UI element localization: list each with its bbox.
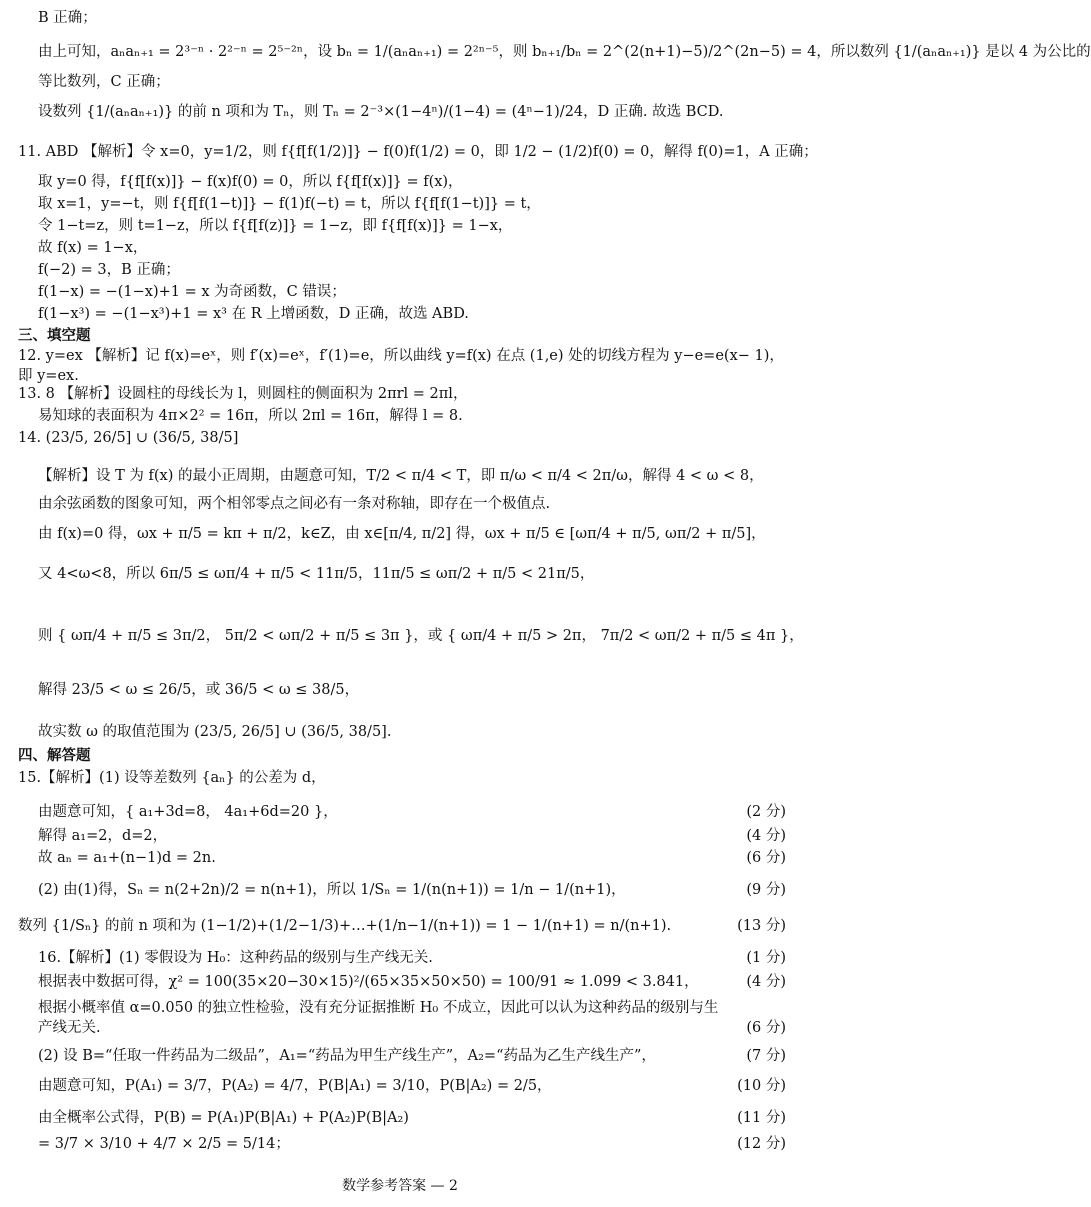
- line-text: 由余弦函数的图象可知，两个相邻零点之间必有一条对称轴，即存在一个极值点.: [38, 496, 551, 512]
- line-text: 由 f(x)=0 得，ωx + π/5 = kπ + π/2，k∈Z，由 x∈[π/4, π/2] 得，ωx + π/5 ∈ [ωπ/4 + π/5, ωπ/2 + π/5]，: [38, 526, 766, 542]
- answer-line: [0, 346, 800, 386]
- line-text: 由上可知，aₙaₙ₊₁ = 2³⁻ⁿ · 2²⁻ⁿ = 2⁵⁻²ⁿ，设 bₙ = 1/(aₙaₙ₊₁) = 2²ⁿ⁻⁵，则 bₙ₊₁/bₙ = 2^(2(n+1)−5)/2^(2n−5) = 4，所以数列 {1/(aₙaₙ₊₁)} 是以 4 为公比的: [38, 44, 1091, 60]
- answer-line: [0, 466, 800, 486]
- line-text: 取 x=1，y=−t，则 f{f[f(1−t)]} − f(1)f(−t) = t，所以 f{f[f(1−t)]} = t，: [38, 196, 541, 212]
- score-mark: (13 分): [737, 918, 786, 934]
- line-text: 由题意可知，P(A₁) = 3/7，P(A₂) = 4/7，P(B|A₁) = 3/10，P(B|A₂) = 2/5，: [38, 1078, 552, 1094]
- line-text: 取 y=0 得，f{f[f(x)]} − f(x)f(0) = 0，所以 f{f[f(x)]} = f(x)，: [38, 174, 463, 190]
- answer-line: [0, 8, 800, 28]
- answer-line: [0, 102, 800, 122]
- answer-line: [0, 194, 800, 214]
- line-text: 四、解答题: [18, 747, 91, 764]
- answer-line: [0, 998, 800, 1038]
- score-mark: (11 分): [737, 1110, 786, 1126]
- answer-line: [0, 42, 1091, 62]
- answer-line: [0, 524, 800, 544]
- answer-line: [0, 722, 800, 742]
- line-text: 根据小概率值 α=0.050 的独立性检验，没有充分证据推断 H₀ 不成立，因此可以认为这种药品的级别与生产线无关.: [38, 1000, 719, 1036]
- line-text: (2) 设 B=“任取一件药品为二级品”，A₁=“药品为甲生产线生产”，A₂=“药品为乙生产线生产”，: [38, 1048, 656, 1064]
- score-mark: (4 分): [746, 828, 786, 844]
- answer-line: [0, 72, 800, 92]
- score-mark: (2 分): [746, 804, 786, 820]
- line-text: 易知球的表面积为 4π×2² = 16π，所以 2πl = 16π，解得 l = 8.: [38, 408, 463, 424]
- line-text: 数列 {1/Sₙ} 的前 n 项和为 (1−1/2)+(1/2−1/3)+…+(1/n−1/(n+1)) = 1 − 1/(n+1) = n/(n+1).: [18, 918, 672, 934]
- answer-line: [0, 626, 804, 646]
- page-footer: 数学参考答案 — 2: [342, 1178, 458, 1194]
- answer-line: [0, 142, 818, 162]
- answer-line: [0, 802, 800, 822]
- answer-line: [0, 406, 800, 426]
- answer-line: [0, 304, 800, 324]
- line-text: 则 { ωπ/4 + π/5 ≤ 3π/2， 5π/2 < ωπ/2 + π/5 ≤ 3π }，或 { ωπ/4 + π/5 > 2π， 7π/2 < ωπ/2 + π/5 ≤ 4π }，: [38, 628, 804, 644]
- score-mark: (6 分): [746, 850, 786, 866]
- answer-line: [0, 172, 800, 192]
- score-mark: (6 分): [746, 1020, 786, 1036]
- line-text: 等比数列，C 正确；: [38, 74, 170, 90]
- line-text: 11. ABD 【解析】令 x=0，y=1/2，则 f{f[f(1/2)]} − f(0)f(1/2) = 0，即 1/2 − (1/2)f(0) = 0，解得 f(0)=1，A 正确；: [18, 144, 818, 160]
- score-mark: (1 分): [746, 950, 786, 966]
- answer-line: [0, 282, 800, 302]
- line-text: 故实数 ω 的取值范围为 (23/5, 26/5] ∪ (36/5, 38/5].: [38, 724, 392, 740]
- line-text: 14. (23/5, 26/5] ∪ (36/5, 38/5]: [18, 430, 239, 446]
- answer-line: [0, 916, 800, 936]
- line-text: 解得 a₁=2，d=2，: [38, 828, 168, 844]
- line-text: 【解析】设 T 为 f(x) 的最小正周期，由题意可知，T/2 < π/4 < T，即 π/ω < π/4 < 2π/ω，解得 4 < ω < 8，: [38, 468, 764, 484]
- answer-line: [0, 768, 800, 788]
- line-text: 三、填空题: [18, 327, 91, 344]
- line-text: 12. y=ex 【解析】记 f(x)=eˣ，则 f′(x)=eˣ，f′(1)=e，所以曲线 y=f(x) 在点 (1,e) 处的切线方程为 y−e=e(x− 1)，即 y=ex.: [18, 348, 784, 384]
- line-text: 16.【解析】(1) 零假设为 H₀：这种药品的级别与生产线无关.: [38, 950, 433, 966]
- answer-line: [0, 1134, 800, 1154]
- line-text: 令 1−t=z，则 t=1−z，所以 f{f[f(z)]} = 1−z，即 f{f[f(x)]} = 1−x，: [38, 218, 513, 234]
- line-text: 设数列 {1/(aₙaₙ₊₁)} 的前 n 项和为 Tₙ，则 Tₙ = 2⁻³×(1−4ⁿ)/(1−4) = (4ⁿ−1)/24，D 正确. 故选 BCD.: [38, 104, 724, 120]
- score-mark: (4 分): [746, 974, 786, 990]
- score-mark: (9 分): [746, 882, 786, 898]
- line-text: f(−2) = 3，B 正确；: [38, 262, 180, 278]
- answer-line: [0, 564, 800, 584]
- answer-line: [0, 494, 800, 514]
- answer-line: [0, 826, 800, 846]
- line-text: 故 f(x) = 1−x，: [38, 240, 148, 256]
- answer-line: [0, 238, 800, 258]
- score-mark: (12 分): [737, 1136, 786, 1152]
- line-text: 由全概率公式得，P(B) = P(A₁)P(B|A₁) + P(A₂)P(B|A₂): [38, 1110, 409, 1126]
- answer-line: [0, 260, 800, 280]
- line-text: 又 4<ω<8，所以 6π/5 ≤ ωπ/4 + π/5 < 11π/5，11π/5 ≤ ωπ/2 + π/5 < 21π/5，: [38, 566, 595, 582]
- line-text: f(1−x³) = −(1−x³)+1 = x³ 在 R 上增函数，D 正确，故选 ABD.: [38, 306, 469, 322]
- section-heading: [0, 746, 800, 766]
- line-text: 13. 8 【解析】设圆柱的母线长为 l，则圆柱的侧面积为 2πrl = 2πl，: [18, 386, 468, 402]
- answer-line: [0, 216, 800, 236]
- line-text: 根据表中数据可得，χ² = 100(35×20−30×15)²/(65×35×50×50) = 100/91 ≈ 1.099 < 3.841，: [38, 974, 699, 990]
- line-text: = 3/7 × 3/10 + 4/7 × 2/5 = 5/14；: [38, 1136, 290, 1152]
- answer-line: [0, 948, 800, 968]
- score-mark: (7 分): [746, 1048, 786, 1064]
- line-text: 15.【解析】(1) 设等差数列 {aₙ} 的公差为 d，: [18, 770, 326, 786]
- section-heading: [0, 326, 800, 346]
- line-text: 故 aₙ = a₁+(n−1)d = 2n.: [38, 850, 216, 866]
- line-text: B 正确；: [38, 10, 97, 26]
- answer-line: [0, 880, 800, 900]
- line-text: 解得 23/5 < ω ≤ 26/5，或 36/5 < ω ≤ 38/5，: [38, 682, 360, 698]
- line-text: 由题意可知，{ a₁+3d=8， 4a₁+6d=20 }，: [38, 804, 338, 820]
- answer-line: [0, 848, 800, 868]
- line-text: f(1−x) = −(1−x)+1 = x 为奇函数，C 错误；: [38, 284, 346, 300]
- answer-line: [0, 1076, 800, 1096]
- answer-line: [0, 1108, 800, 1128]
- answer-line: [0, 680, 800, 700]
- answer-line: [0, 972, 800, 992]
- answer-line: [0, 428, 800, 448]
- answer-line: [0, 384, 800, 404]
- line-text: (2) 由(1)得，Sₙ = n(2+2n)/2 = n(n+1)，所以 1/Sₙ = 1/(n(n+1)) = 1/n − 1/(n+1)，: [38, 882, 626, 898]
- score-mark: (10 分): [737, 1078, 786, 1094]
- answer-line: [0, 1046, 800, 1066]
